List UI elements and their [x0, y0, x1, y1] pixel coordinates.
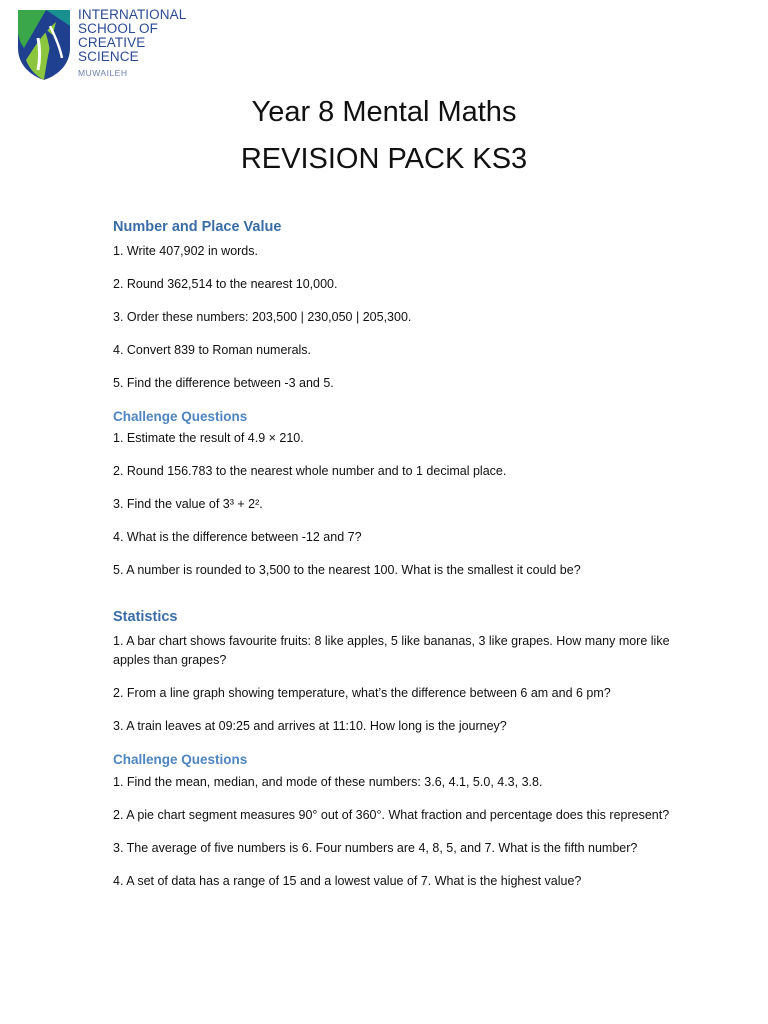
challenge-question-item: 4. What is the difference between -12 and 7? — [113, 530, 362, 544]
section-heading-statistics: Statistics — [113, 609, 178, 625]
school-name-line-3: CREATIVE — [78, 35, 146, 50]
challenge-question-item: 2. Round 156.783 to the nearest whole number and to 1 decimal place. — [113, 464, 507, 478]
challenge-question-item: 2. A pie chart segment measures 90° out of 360°. What fraction and percentage does this represent? — [113, 807, 670, 822]
question-item: 1. Write 407,902 in words. — [113, 243, 258, 258]
challenge-question-item: 5. A number is rounded to 3,500 to the nearest 100. What is the smallest it could be? — [113, 563, 581, 577]
school-location: MUWAILEH — [78, 68, 128, 78]
question-item: 4. Convert 839 to Roman numerals. — [113, 342, 312, 357]
school-name-line-2: SCHOOL OF — [78, 21, 158, 36]
section-heading-number: Number and Place Value — [113, 219, 282, 235]
document-body — [113, 218, 673, 905]
question-item: 1. A bar chart shows favourite fruits: 8 like apples, 5 like bananas, 3 like grapes. How many more like apples than grapes? — [113, 633, 670, 667]
challenge-heading: Challenge Questions — [113, 752, 248, 767]
shield-logo-icon — [16, 8, 72, 82]
question-item: 2. From a line graph showing temperature, what’s the difference between 6 am and 6 pm? — [113, 686, 611, 700]
school-name-line-1: INTERNATIONAL — [78, 7, 187, 22]
question-item: 3. A train leaves at 09:25 and arrives at 11:10. How long is the journey? — [113, 719, 507, 733]
challenge-question-item: 3. Find the value of 3³ + 2². — [113, 497, 263, 511]
question-item: 2. Round 362,514 to the nearest 10,000. — [113, 276, 338, 291]
school-name-line-4: SCIENCE — [78, 49, 139, 64]
challenge-question-item: 3. The average of five numbers is 6. Four numbers are 4, 8, 5, and 7. What is the fifth number? — [113, 840, 638, 855]
challenge-question-item: 1. Find the mean, median, and mode of these numbers: 3.6, 4.1, 5.0, 4.3, 3.8. — [113, 774, 543, 789]
challenge-heading: Challenge Questions — [113, 408, 248, 424]
challenge-question-item: 4. A set of data has a range of 15 and a lowest value of 7. What is the highest value? — [113, 873, 582, 888]
challenge-question-item: 1. Estimate the result of 4.9 × 210. — [113, 431, 304, 445]
document-subtitle: REVISION PACK KS3 — [240, 143, 528, 175]
question-item: 3. Order these numbers: 203,500 | 230,050 | 205,300. — [113, 309, 412, 324]
school-name — [78, 8, 186, 80]
document-title: Year 8 Mental Maths — [251, 96, 517, 128]
question-item: 5. Find the difference between -3 and 5. — [113, 375, 334, 390]
school-logo — [16, 8, 196, 82]
